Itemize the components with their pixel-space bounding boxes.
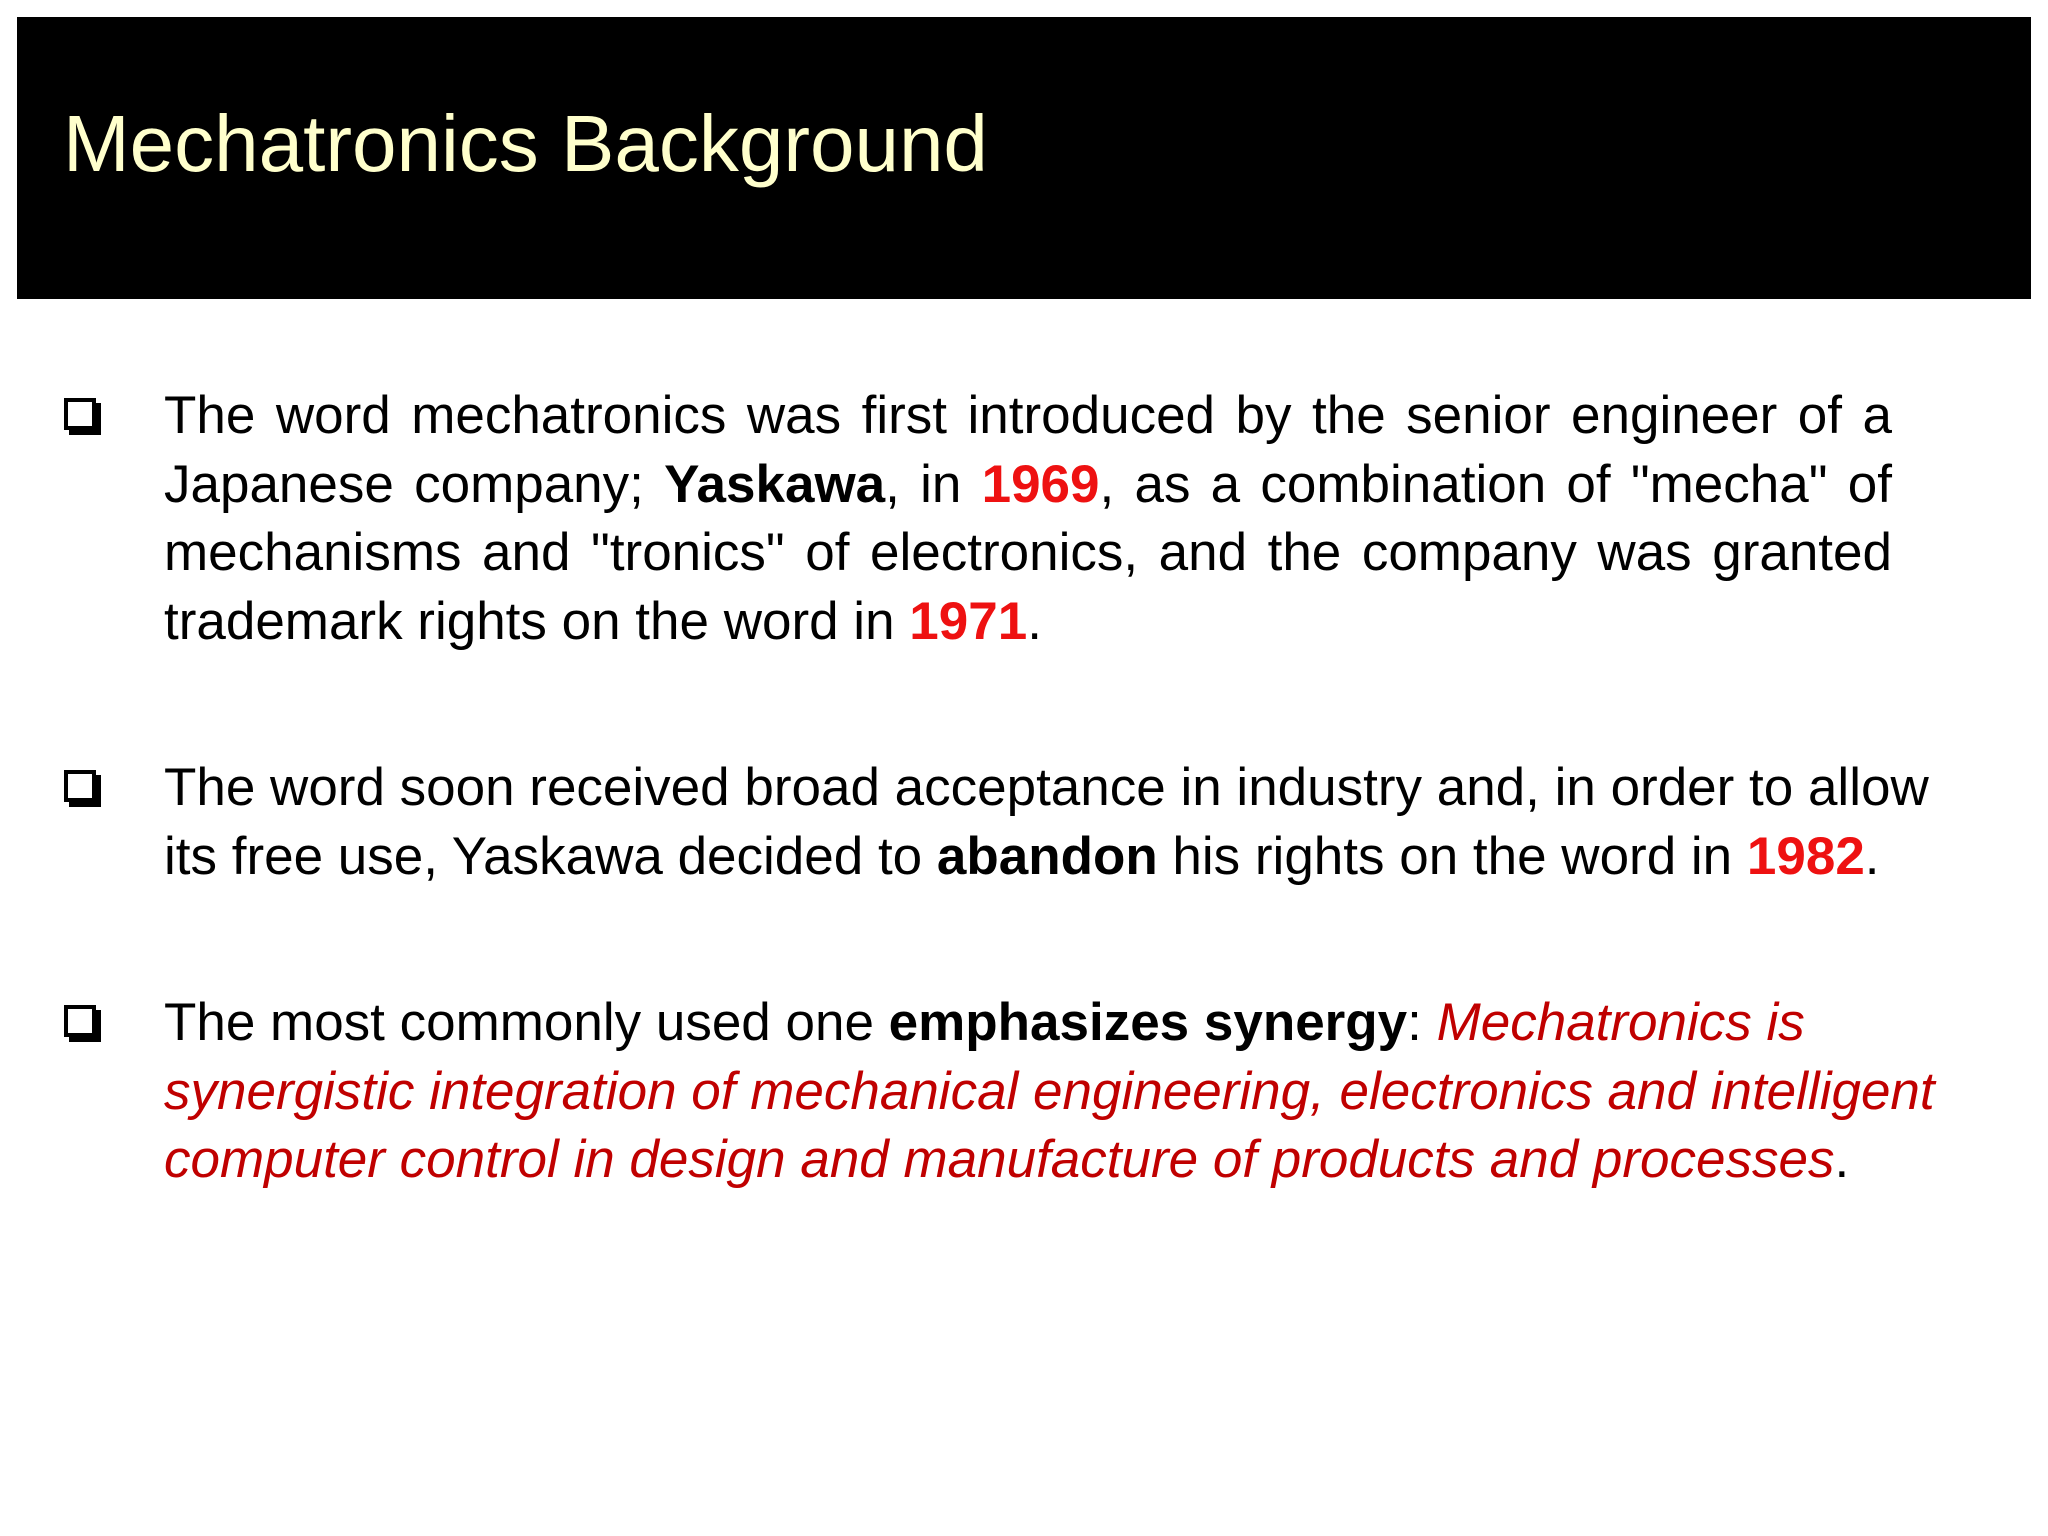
- bullet-item-2: [60, 754, 1940, 891]
- bullet-3-text: The most commonly used one: [164, 993, 889, 1052]
- bullet-1-text-3: , as a combination of "mecha" of mechanisms and "tronics" of electronics, and the company was granted trademark rights on the word in: [164, 454, 1892, 651]
- square-checkbox-icon: [64, 398, 96, 430]
- bullet-2-period: .: [1864, 826, 1880, 886]
- bullet-1-text: The word mechatronics was first introduced by the senior engineer of a Japanese company;: [164, 386, 1892, 514]
- square-checkbox-icon: [64, 770, 96, 802]
- bullet-1-period: .: [1027, 591, 1042, 651]
- bullet-1-year-introduced: 1969: [981, 454, 1100, 514]
- bullet-2-text: The word soon received broad acceptance in industry and, in order to allow its free use, Yaskawa decided to: [164, 758, 1929, 886]
- bullet-list: [60, 382, 1940, 1195]
- bullet-2-text-2: his rights on the word in: [1157, 826, 1747, 886]
- bullet-item-1: [60, 382, 1892, 656]
- bullet-1-year-trademark: 1971: [909, 591, 1028, 651]
- bullet-1-company: Yaskawa: [664, 454, 886, 514]
- bullet-3-period: .: [1834, 1130, 1850, 1189]
- bullet-3-colon: :: [1407, 993, 1437, 1052]
- bullet-2-abandon: abandon: [936, 826, 1158, 886]
- square-checkbox-icon: [64, 1005, 96, 1037]
- bullet-1-text-2: , in: [885, 454, 982, 514]
- bullet-3-emphasis: emphasizes synergy: [888, 993, 1408, 1052]
- slide-title: Mechatronics Background: [63, 99, 988, 188]
- bullet-2-year-abandon: 1982: [1746, 826, 1865, 886]
- bullet-item-3: [60, 989, 1940, 1195]
- bullet-3-definition: Mechatronics is synergistic integration of mechanical engineering, electronics and intelligent computer control in design and manufacture of products and processes: [164, 993, 1935, 1189]
